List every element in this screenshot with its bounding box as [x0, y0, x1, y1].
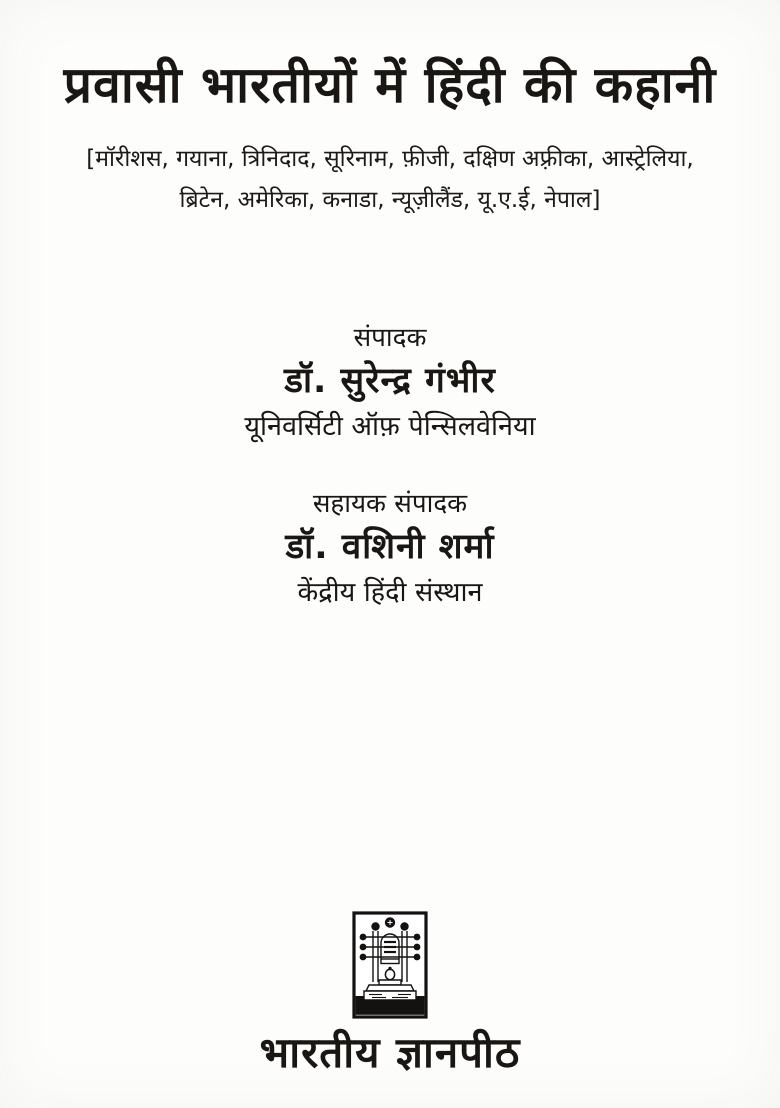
editor-affiliation: यूनिवर्सिटी ऑफ़ पेन्सिलवेनिया: [244, 411, 536, 442]
subtitle-line-1: [मॉरीशस, गयाना, त्रिनिदाद, सूरिनाम, फ़ीजी, दक्षिण अफ़्रीका, आस्ट्रेलिया,: [86, 146, 694, 172]
assistant-editor-affiliation: केंद्रीय हिंदी संस्थान: [297, 577, 483, 608]
editor-role-label: संपादक: [353, 323, 427, 353]
book-title: प्रवासी भारतीयों में हिंदी की कहानी: [63, 56, 717, 114]
assistant-editor-name: डॉ. वशिनी शर्मा: [285, 527, 495, 567]
assistant-editor-block: [0, 486, 780, 614]
publisher-name: भारतीय ज्ञानपीठ: [259, 1028, 521, 1077]
jnanpith-emblem-logo: [352, 911, 428, 1019]
editor-block: [0, 320, 780, 448]
jnanpith-emblem-icon: [352, 911, 428, 1019]
assistant-editor-role-label: सहायक संपादक: [312, 489, 468, 519]
book-subtitle: [0, 139, 780, 221]
editor-name: डॉ. सुरेन्द्र गंभीर: [284, 361, 496, 401]
subtitle-line-2: ब्रिटेन, अमेरिका, कनाडा, न्यूज़ीलैंड, यू.ए.ई, नेपाल]: [179, 187, 601, 213]
